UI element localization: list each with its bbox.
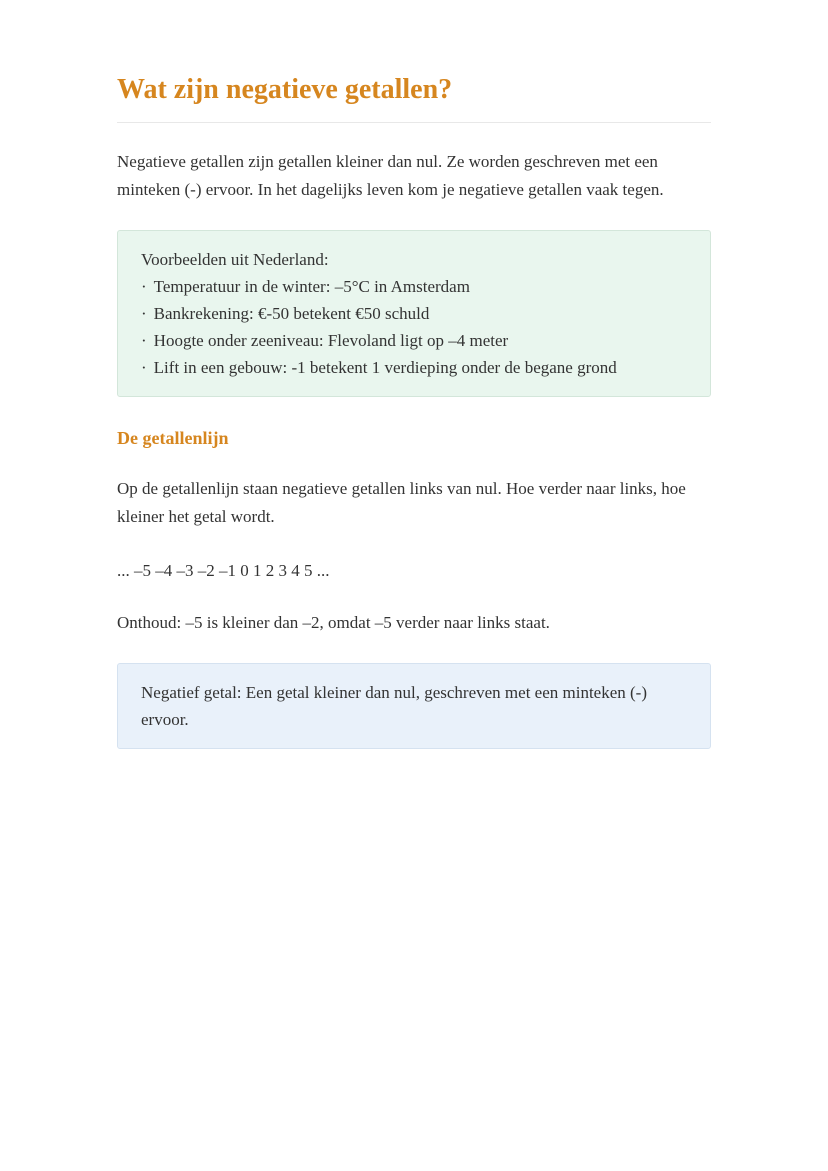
example-item	[141, 354, 687, 381]
definition-box	[117, 663, 711, 749]
example-item	[141, 273, 687, 300]
bullet-dot: ·	[141, 277, 147, 297]
example-item	[141, 327, 687, 354]
intro-paragraph: Negatieve getallen zijn getallen kleiner dan nul. Ze worden geschreven met een minteken (-) ervoor. In het dagelijks leven kom je negatieve getallen vaak tegen.	[117, 152, 664, 200]
example-item-text: Temperatuur in de winter: –5°C in Amsterdam	[153, 277, 470, 297]
numberline-paragraph: Op de getallenlijn staan negatieve getallen links van nul. Hoe verder naar links, hoe kleiner het getal wordt.	[117, 478, 686, 526]
bullet-dot: ·	[141, 358, 147, 378]
bullet-dot: ·	[141, 304, 147, 324]
definition-text: Negatief getal: Een getal kleiner dan nul, geschreven met een minteken (-) ervoor.	[141, 682, 647, 729]
article-content	[117, 0, 711, 749]
example-item	[141, 300, 687, 327]
example-item-text: Bankrekening: €-50 betekent €50 schuld	[153, 304, 430, 324]
example-item-text: Lift in een gebouw: -1 betekent 1 verdieping onder de begane grond	[153, 358, 617, 378]
bullet-dot: ·	[141, 331, 147, 351]
examples-box-heading: Voorbeelden uit Nederland:	[141, 250, 329, 270]
note-paragraph: Onthoud: –5 is kleiner dan –2, omdat –5 verder naar links staat.	[117, 612, 550, 632]
numberline-text: ... –5 –4 –3 –2 –1 0 1 2 3 4 5 ...	[117, 560, 330, 580]
example-item-text: Hoogte onder zeeniveau: Flevoland ligt op –4 meter	[153, 331, 509, 351]
page-title: Wat zijn negatieve getallen?	[117, 74, 711, 123]
examples-box	[117, 230, 711, 397]
section-heading-getallenlijn: De getallenlijn	[117, 428, 229, 449]
